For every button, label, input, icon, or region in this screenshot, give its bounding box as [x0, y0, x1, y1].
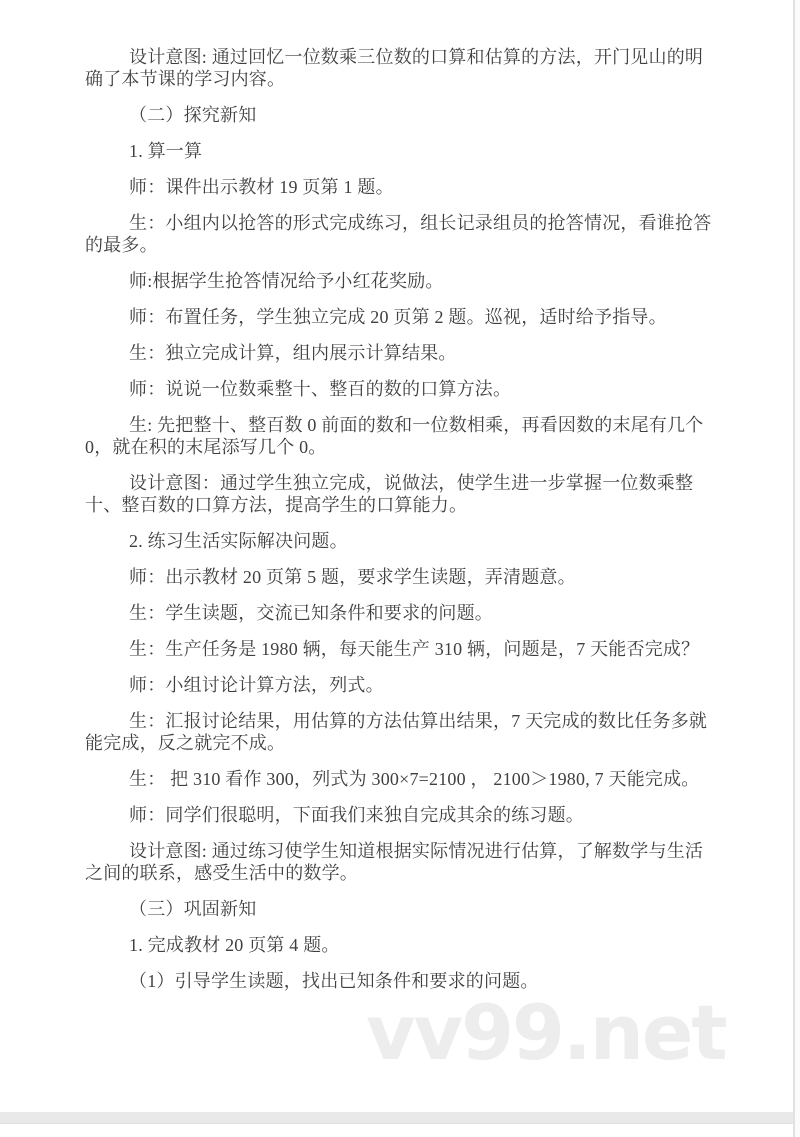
paragraph: 师:根据学生抢答情况给予小红花奖励。 [129, 271, 444, 291]
page-separator [0, 1112, 794, 1124]
paragraph: 生: 先把整十、整百数 0 前面的数和一位数相乘，再看因数的末尾有几个 0，就在积的末尾添写几个 0。 [85, 415, 704, 457]
paragraph: 生：独立完成计算，组内展示计算结果。 [129, 343, 457, 363]
paragraph-list [85, 46, 721, 1006]
paragraph: 师：小组讨论计算方法，列式。 [129, 675, 384, 695]
paragraph: 生：汇报讨论结果，用估算的方法估算出结果，7 天完成的数比任务多就能完成，反之就完不成。 [85, 711, 708, 753]
paragraph: 师：课件出示教材 19 页第 1 题。 [129, 177, 394, 197]
paragraph: （二）探究新知 [129, 105, 257, 125]
paragraph: 师：同学们很聪明，下面我们来独自完成其余的练习题。 [129, 805, 584, 825]
paragraph: 1. 完成教材 20 页第 4 题。 [129, 935, 340, 955]
next-page-top [0, 1124, 793, 1137]
paragraph: 2. 练习生活实际解决问题。 [129, 531, 348, 551]
paragraph: 生： 把 310 看作 300，列式为 300×7=2100 ， 2100＞1980, 7 天能完成。 [129, 769, 700, 789]
paragraph: 设计意图：通过学生独立完成，说做法，使学生进一步掌握一位数乘整十、整百数的口算方法，提高学生的口算能力。 [85, 473, 694, 515]
paragraph: （三）巩固新知 [129, 899, 257, 919]
paragraph: 生：生产任务是 1980 辆，每天能生产 310 辆，问题是，7 天能否完成？ [129, 639, 700, 659]
paragraph: 设计意图: 通过练习使学生知道根据实际情况进行估算，了解数学与生活之间的联系，感受生活中的数学。 [85, 841, 704, 883]
watermark: vv99.net [366, 988, 726, 1077]
paragraph: 师：布置任务，学生独立完成 20 页第 2 题。巡视，适时给予指导。 [129, 307, 667, 327]
paragraph: 生：小组内以抢答的形式完成练习，组长记录组员的抢答情况，看谁抢答的最多。 [85, 213, 712, 255]
viewer-right-gutter [795, 0, 800, 1137]
paragraph: 师：说说一位数乘整十、整百的数的口算方法。 [129, 379, 512, 399]
paragraph: 生：学生读题，交流已知条件和要求的问题。 [129, 603, 493, 623]
paragraph: 师：出示教材 20 页第 5 题，要求学生读题，弄清题意。 [129, 567, 576, 587]
paragraph: （1）引导学生读题，找出已知条件和要求的问题。 [129, 971, 539, 991]
paragraph: 1. 算一算 [129, 141, 203, 161]
paragraph: 设计意图: 通过回忆一位数乘三位数的口算和估算的方法，开门见山的明确了本节课的学习内容。 [85, 47, 704, 89]
